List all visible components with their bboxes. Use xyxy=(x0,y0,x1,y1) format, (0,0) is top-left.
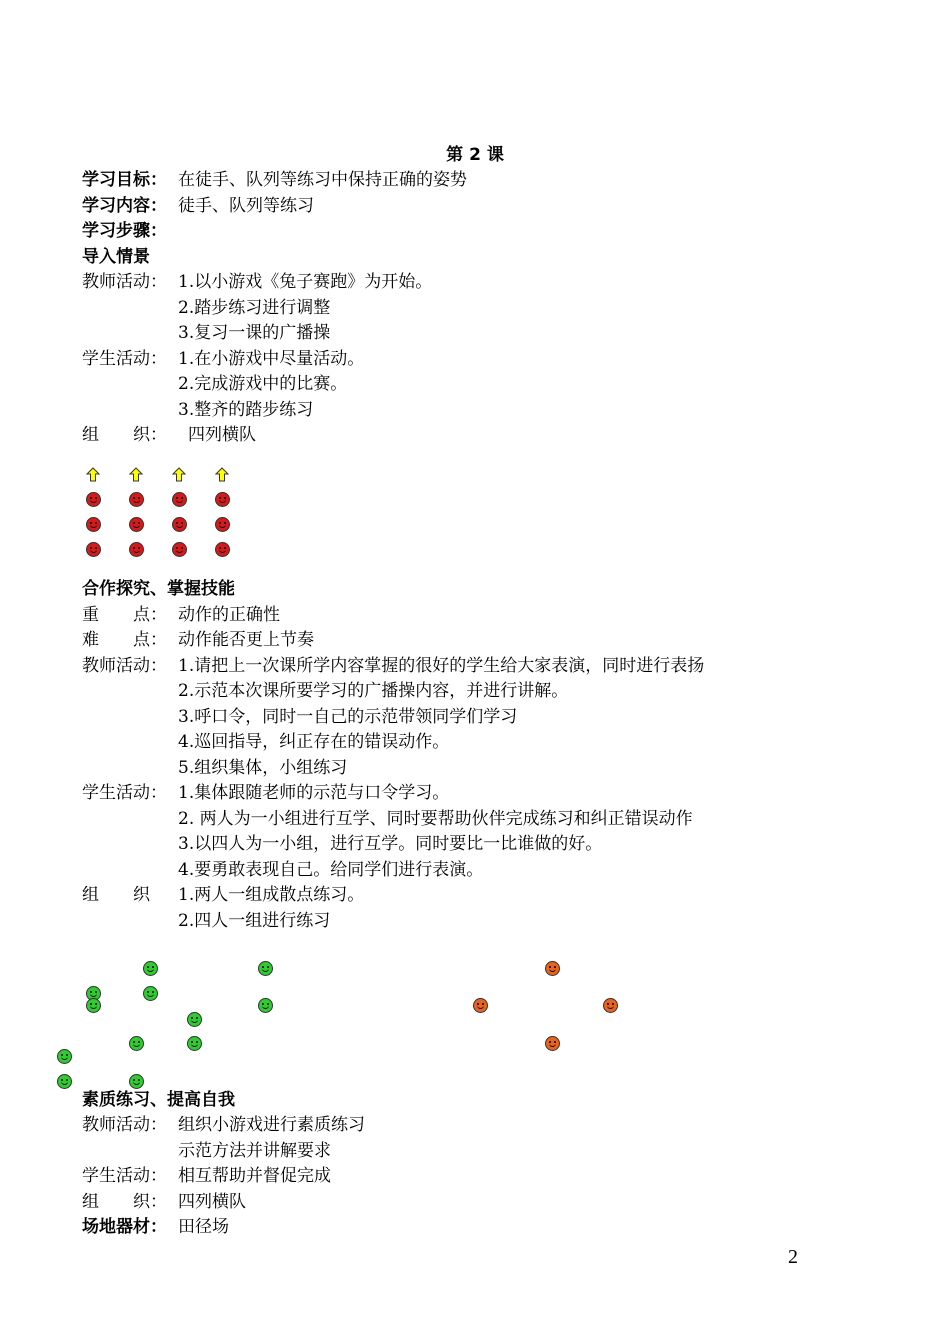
section2-org-item: 1.两人一组成散点练习。 xyxy=(178,885,365,905)
section2-student-item: 3.以四人为一小组，进行互学。同时要比一比谁做的好。 xyxy=(178,834,603,854)
section3-student-label: 学生活动： xyxy=(82,1166,167,1186)
section2-key-label: 重 点： xyxy=(82,605,167,625)
arrow-up-icon xyxy=(172,467,186,482)
smiley-face-icon xyxy=(129,517,144,532)
equipment-label: 场地器材： xyxy=(82,1217,167,1237)
section2-teacher-item: 2.示范本次课所要学习的广播操内容，并进行讲解。 xyxy=(178,681,569,701)
smiley-face-icon xyxy=(143,961,158,976)
section1-heading: 导入情景 xyxy=(82,247,150,267)
smiley-face-icon xyxy=(258,998,273,1013)
arrow-up-icon xyxy=(215,467,229,482)
section2-teacher-row xyxy=(82,654,704,679)
section2-teacher-item: 5.组织集体，小组练习 xyxy=(178,758,348,778)
content-label: 学习内容： xyxy=(82,196,167,216)
lesson-title: 第 2 课 xyxy=(446,145,504,165)
section1-teacher-label: 教师活动： xyxy=(82,272,167,292)
smiley-face-icon xyxy=(187,1012,202,1027)
smiley-face-icon xyxy=(187,1036,202,1051)
section3-teacher-label: 教师活动： xyxy=(82,1115,167,1135)
section3-heading: 素质练习、提高自我 xyxy=(82,1090,235,1110)
smiley-face-icon xyxy=(57,1049,72,1064)
smiley-face-icon xyxy=(172,542,187,557)
objective-text: 在徒手、队列等练习中保持正确的姿势 xyxy=(178,170,467,190)
section2-student-label: 学生活动： xyxy=(82,783,167,803)
section1-org-row xyxy=(82,423,256,448)
section1-student-item: 2.完成游戏中的比赛。 xyxy=(178,374,348,394)
section1-student-row xyxy=(82,347,364,372)
section2-student-item: 1.集体跟随老师的示范与口令学习。 xyxy=(178,783,450,803)
section2-teacher-item: 4.巡回指导，纠正存在的错误动作。 xyxy=(178,732,450,752)
section2-org-row xyxy=(82,883,364,908)
section1-student-item: 1.在小游戏中尽量活动。 xyxy=(178,349,365,369)
section1-org-label: 组 织： xyxy=(82,425,167,445)
section2-teacher-label: 教师活动： xyxy=(82,656,167,676)
objective-row xyxy=(82,168,467,193)
section3-org-row xyxy=(82,1190,246,1215)
smiley-face-icon xyxy=(129,1036,144,1051)
smiley-face-icon xyxy=(603,998,618,1013)
smiley-face-icon xyxy=(545,961,560,976)
section1-teacher-item: 2.踏步练习进行调整 xyxy=(178,298,331,318)
smiley-face-icon xyxy=(57,1074,72,1089)
smiley-face-icon xyxy=(473,998,488,1013)
section1-teacher-item: 3.复习一课的广播操 xyxy=(178,323,331,343)
arrow-up-icon xyxy=(86,467,100,482)
arrow-up-icon xyxy=(129,467,143,482)
content-row xyxy=(82,194,314,219)
smiley-face-icon xyxy=(545,1036,560,1051)
section2-key-row xyxy=(82,603,280,628)
smiley-face-icon xyxy=(258,961,273,976)
equipment-text: 田径场 xyxy=(178,1217,229,1237)
smiley-face-icon xyxy=(172,517,187,532)
section1-teacher-item: 1.以小游戏《兔子赛跑》为开始。 xyxy=(178,272,433,292)
section2-heading: 合作探究、掌握技能 xyxy=(82,579,235,599)
page-number: 2 xyxy=(788,1246,798,1268)
section3-teacher-item: 组织小游戏进行素质练习 xyxy=(178,1115,365,1135)
section2-org-item: 2.四人一组进行练习 xyxy=(178,911,331,931)
section2-student-item: 2. 两人为一小组进行互学、同时要帮助伙伴完成练习和纠正错误动作 xyxy=(178,809,693,829)
section3-org-label: 组 织： xyxy=(82,1192,167,1212)
section2-student-item: 4.要勇敢表现自己。给同学们进行表演。 xyxy=(178,860,484,880)
objective-label: 学习目标： xyxy=(82,170,167,190)
section2-key-text: 动作的正确性 xyxy=(178,605,280,625)
section3-teacher-row xyxy=(82,1113,365,1138)
section3-org-text: 四列横队 xyxy=(178,1192,246,1212)
section1-student-label: 学生活动： xyxy=(82,349,167,369)
section3-teacher-item: 示范方法并讲解要求 xyxy=(178,1141,331,1161)
section2-student-row xyxy=(82,781,449,806)
smiley-face-icon xyxy=(86,542,101,557)
section2-diff-row xyxy=(82,628,314,653)
content-text: 徒手、队列等练习 xyxy=(178,196,314,216)
smiley-face-icon xyxy=(215,542,230,557)
section1-teacher-row xyxy=(82,270,432,295)
section2-teacher-item: 3.呼口令，同时一自己的示范带领同学们学习 xyxy=(178,707,518,727)
section2-org-label: 组 织 xyxy=(82,885,150,905)
section2-teacher-item: 1.请把上一次课所学内容掌握的很好的学生给大家表演，同时进行表扬 xyxy=(178,656,705,676)
smiley-face-icon xyxy=(129,1074,144,1089)
smiley-face-icon xyxy=(129,542,144,557)
smiley-face-icon xyxy=(215,492,230,507)
section2-diff-text: 动作能否更上节奏 xyxy=(178,630,314,650)
steps-label: 学习步骤： xyxy=(82,221,167,241)
smiley-face-icon xyxy=(86,998,101,1013)
smiley-face-icon xyxy=(86,517,101,532)
section1-student-item: 3.整齐的踏步练习 xyxy=(178,400,314,420)
section2-diff-label: 难 点： xyxy=(82,630,167,650)
smiley-face-icon xyxy=(143,986,158,1001)
section3-student-text: 相互帮助并督促完成 xyxy=(178,1166,331,1186)
smiley-face-icon xyxy=(172,492,187,507)
smiley-face-icon xyxy=(215,517,230,532)
section3-student-row xyxy=(82,1164,331,1189)
section1-org-text: 四列横队 xyxy=(188,425,256,445)
equipment-row xyxy=(82,1215,229,1240)
smiley-face-icon xyxy=(86,492,101,507)
smiley-face-icon xyxy=(129,492,144,507)
